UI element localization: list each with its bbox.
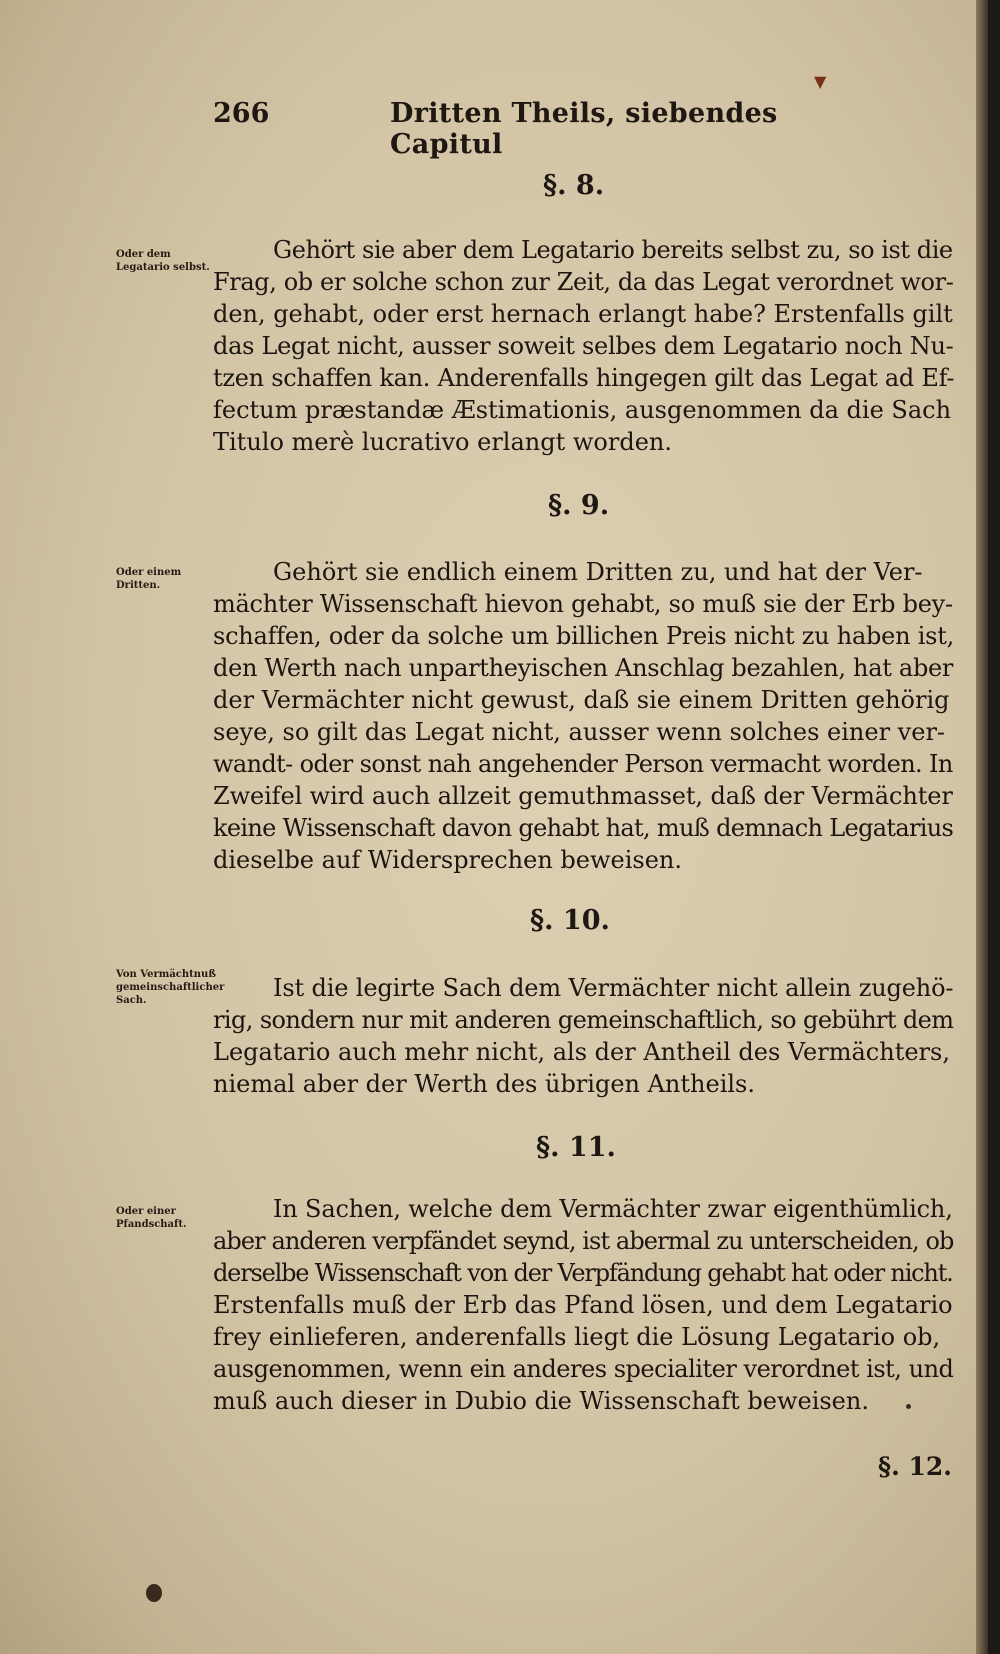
paragraph-9 (213, 556, 953, 876)
page-number: 266 (213, 98, 270, 129)
section-number-8: §. 8. (543, 170, 605, 201)
text-line: dieselbe auf Widersprechen beweisen. (213, 846, 683, 874)
side-note-8: Oder dem Legatario selbst. (116, 249, 210, 273)
text-line: rig, sondern nur mit anderen gemeinschaftlich, so gebührt dem (213, 1006, 954, 1034)
text-line: das Legat nicht, ausser soweit selbes dem Legatario noch Nu- (213, 332, 954, 360)
running-header (213, 98, 803, 160)
text-line: tzen schaffen kan. Anderenfalls hingegen gilt das Legat ad Ef- (213, 364, 955, 392)
page-edge-shadow (976, 0, 988, 1654)
running-title: Dritten Theils, siebendes Capitul (390, 98, 778, 160)
text-line: Titulo merè lucrativo erlangt worden. (213, 428, 672, 456)
ink-stain (146, 1584, 162, 1602)
text-line: In Sachen, welche dem Vermächter zwar eigenthümlich, (273, 1195, 953, 1223)
side-note-10: Von Vermächtnuß gemeinschaftlicher Sach. (116, 969, 225, 1006)
ink-mark: ▼ (814, 72, 827, 91)
text-line: Erstenfalls muß der Erb das Pfand lösen, und dem Legatario (213, 1291, 953, 1319)
text-line: Legatario auch mehr nicht, als der Antheil des Vermächters, (213, 1038, 950, 1066)
text-line: niemal aber der Werth des übrigen Antheils. (213, 1070, 755, 1098)
text-line: aber anderen verpfändet seynd, ist abermal zu unterscheiden, ob (213, 1227, 954, 1255)
text-line: Zweifel wird auch allzeit gemuthmasset, daß der Vermächter (213, 782, 953, 810)
text-line: der Vermächter nicht gewust, daß sie einem Dritten gehörig (213, 686, 950, 714)
section-number-11: §. 11. (536, 1132, 616, 1163)
text-line: Frag, ob er solche schon zur Zeit, da das Legat verordnet wor- (213, 268, 954, 296)
paragraph-8 (213, 234, 953, 458)
section-number-10: §. 10. (530, 905, 610, 936)
section-number-9: §. 9. (548, 490, 610, 521)
text-line: derselbe Wissenschaft von der Verpfändung gehabt hat oder nicht. (213, 1259, 953, 1287)
text-line: Gehört sie aber dem Legatario bereits selbst zu, so ist die (273, 236, 953, 264)
ink-dot (906, 1404, 911, 1409)
text-line: fectum præstandæ Æstimationis, ausgenommen da die Sach (213, 396, 952, 424)
text-line: den, gehabt, oder erst hernach erlangt habe? Erstenfalls gilt (213, 300, 953, 328)
text-line: keine Wissenschaft davon gehabt hat, muß demnach Legatarius (213, 814, 954, 842)
text-line: Gehört sie endlich einem Dritten zu, und hat der Ver- (273, 558, 923, 586)
text-line: ausgenommen, wenn ein anderes specialiter verordnet ist, und (213, 1355, 954, 1383)
catchword: §. 12. (878, 1452, 952, 1481)
text-line: wandt- oder sonst nah angehender Person vermacht worden. In (213, 750, 953, 778)
text-line: mächter Wissenschaft hievon gehabt, so muß sie der Erb bey- (213, 590, 953, 618)
side-note-9: Oder einem Dritten. (116, 567, 182, 591)
paragraph-10 (213, 972, 953, 1100)
text-line: frey einlieferen, anderenfalls liegt die Lösung Legatario ob, (213, 1323, 941, 1351)
side-note-11: Oder einer Pfandschaft. (116, 1206, 187, 1230)
text-line: Ist die legirte Sach dem Vermächter nicht allein zugehö- (273, 974, 954, 1002)
text-line: den Werth nach unpartheyischen Anschlag bezahlen, hat aber (213, 654, 954, 682)
paragraph-11 (213, 1193, 953, 1417)
text-line: seye, so gilt das Legat nicht, ausser wenn solches einer ver- (213, 718, 946, 746)
text-line: schaffen, oder da solche um billichen Preis nicht zu haben ist, (213, 622, 955, 650)
text-line: muß auch dieser in Dubio die Wissenschaft beweisen. (213, 1387, 869, 1415)
